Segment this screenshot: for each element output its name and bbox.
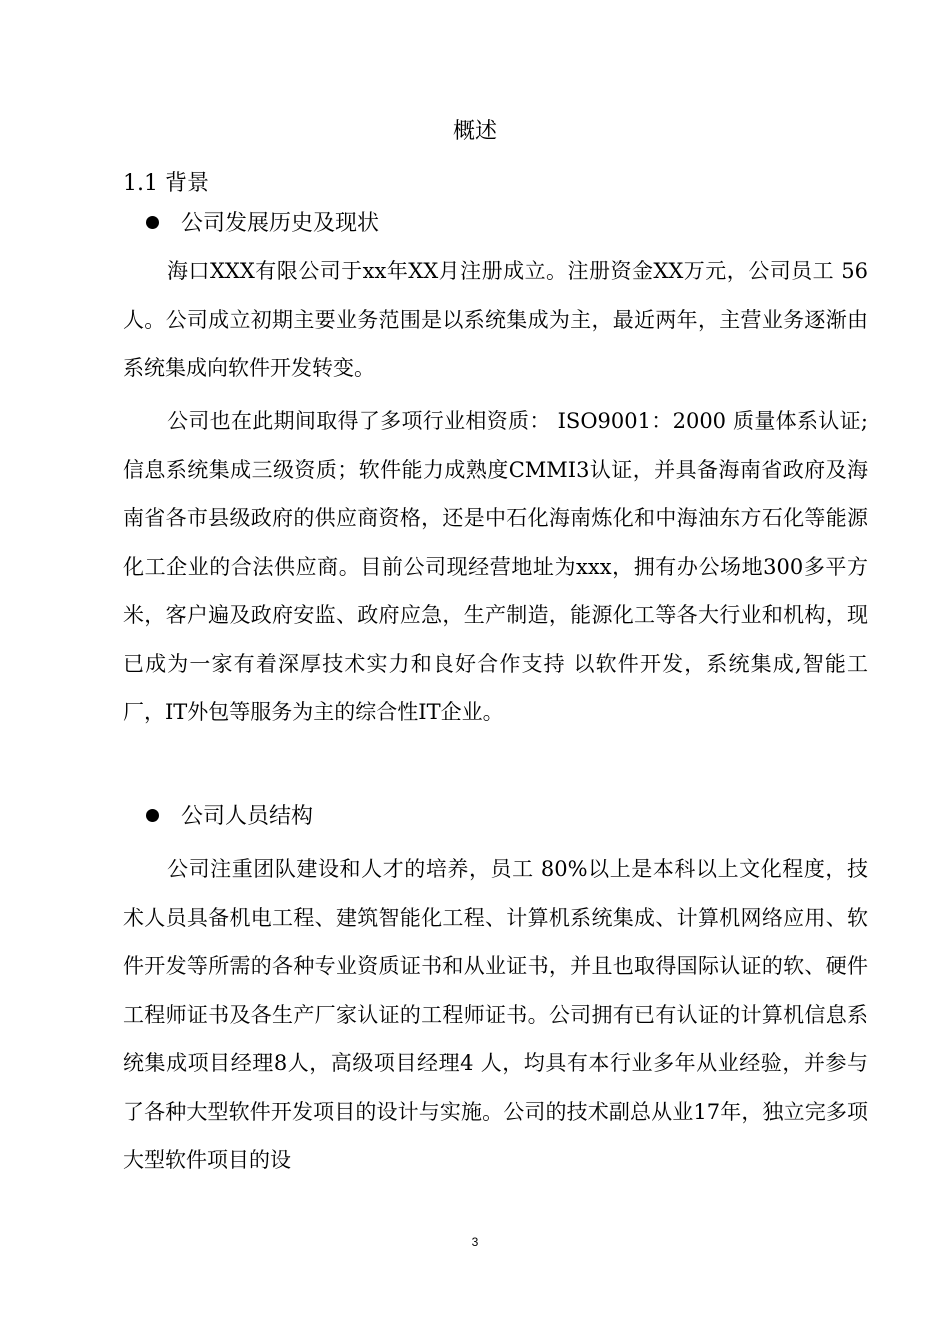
bullet-label: 公司发展历史及现状 (181, 211, 380, 236)
bullet-dot-icon (146, 809, 159, 822)
paragraph-qualifications: 公司也在此期间取得了多项行业相资质： ISO9001：2000 质量体系认证;信息系统集成三级资质；软件能力成熟度CMMI3认证，并具备海南省政府及海南省各市县级政府的供应商资格，还是中石化海南炼化和中海油东方石化等能源化工企业的合法供应商。目前公司现经营地址为xxx，拥有办公场地300多平方米，客户遍及政府安监、政府应急，生产制造，能源化工等各大行业和机构，现已成为一家有着深厚技术实力和良好合作支持 以软件开发，系统集成,智能工厂，IT外包等服务为主的综合性IT企业。 (123, 409, 868, 724)
page-number: 3 (471, 1235, 479, 1249)
paragraph-company-overview: 海口XXX有限公司于xx年XX月注册成立。注册资金XX万元，公司员工 56 人。公司成立初期主要业务范围是以系统集成为主，最近两年，主营业务逐渐由系统集成向软件开发转变。 (123, 259, 868, 380)
paragraph-staff-structure: 公司注重团队建设和人才的培养，员工 80%以上是本科以上文化程度，技术人员具备机电工程、建筑智能化工程、计算机系统集成、计算机网络应用、软件开发等所需的各种专业资质证书和从业证书，并且也取得国际认证的软、硬件工程师证书及各生产厂家认证的工程师证书。公司拥有已有认证的计算机信息系统集成项目经理8人，高级项目经理4 人，均具有本行业多年从业经验，并参与了各种大型软件开发项目的设计与实施。公司的技术副总从业17年，独立完多项大型软件项目的设 (123, 857, 868, 1172)
bullet-item-staff-structure (146, 799, 313, 835)
page-title: 概述 (452, 119, 497, 144)
section-heading: 1.1 背景 (123, 171, 209, 196)
bullet-dot-icon (146, 216, 159, 229)
bullet-item-company-history (146, 206, 379, 242)
bullet-label: 公司人员结构 (181, 804, 314, 829)
